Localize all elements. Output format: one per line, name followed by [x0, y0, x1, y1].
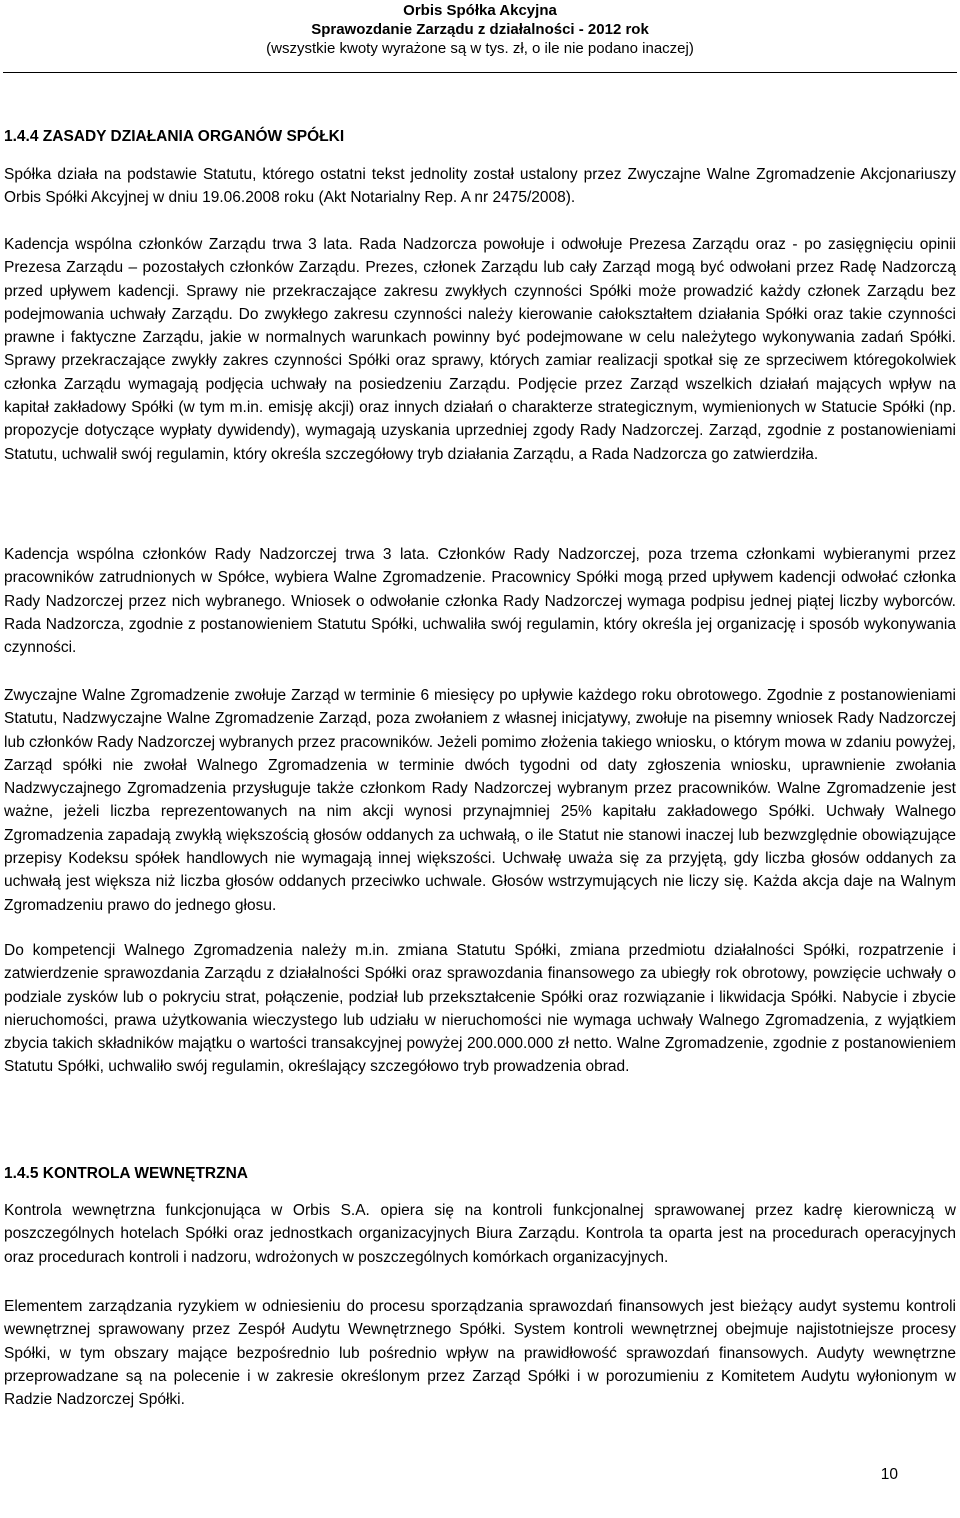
page-number: 10 [880, 1466, 898, 1483]
paragraph-statut: Spółka działa na podstawie Statutu, którego ostatni tekst jednolity został ustalony przez Zwyczajne Walne Zgromadzenie Akcjonariuszy Orbis Spółki Akcyjnej w dniu 19.06.2008 roku (Akt Notarialny Rep. A nr 2475/2008). [4, 166, 956, 207]
paragraph-walne-zgromadzenie: Zwyczajne Walne Zgromadzenie zwołuje Zarząd w terminie 6 miesięcy po upływie każdego roku obrotowego. Zgodnie z postanowieniami Statutu, Nadzwyczajne Walne Zgromadzenie Zarząd, poza zwołaniem z własnej inicjatywy, zwołuje na pisemny wniosek Rady Nadzorczej lub członków Rady Nadzorczej wybranych przez pracowników. Jeżeli pomimo złożenia takiego wniosku, o którym mowa w zdaniu powyżej, Zarząd spółki nie zwołał Walnego Zgromadzenia w terminie dwóch tygodni od daty zgłoszenia wniosku, uprawnienie zwołania Nadzwyczajnego Zgromadzenia przysługuje także członkom Rady Nadzorczej wybranym przez pracowników. Walne Zgromadzenie jest ważne, jeżeli liczba reprezentowanych na nim akcji wynosi przynajmniej 25% kapitału zakładowego Spółki. Uchwały Walnego Zgromadzenia zapadają zwykłą większością głosów oddanych za uchwałą, o ile Statut nie stanowi inaczej lub bezwzględnie obowiązujące przepisy Kodeksu spółek handlowych nie wymagają innej większości. Uchwałę uważa się za przyjętą, gdy liczba głosów oddanych za uchwałą jest większa niż liczba głosów oddanych przeciwko uchwale. Głosów wstrzymujących nie liczy się. Każda akcja daje na Walnym Zgromadzeniu prawo do jednego głosu. [4, 687, 956, 914]
report-title: Sprawozdanie Zarządu z działalności - 2012 rok [311, 21, 649, 38]
header-divider [3, 72, 957, 73]
paragraph-kompetencje: Do kompetencji Walnego Zgromadzenia należy m.in. zmiana Statutu Spółki, zmiana przedmiotu działalności Spółki, rozpatrzenie i zatwierdzenie sprawozdania Zarządu z działalności Spółki oraz sprawozdania finansowego za ubiegły rok obrotowy, powzięcie uchwały o podziale zysków lub o pokryciu strat, połączenie, podział lub przekształcenie Spółki oraz rozwiązanie i likwidacja Spółki. Nabycie i zbycie nieruchomości, prawa użytkowania wieczystego lub udziału w nieruchomości nie wymaga uchwały Walnego Zgromadzenia, z wyjątkiem zbycia takich składników majątku o wartości transakcyjnej powyżej 200.000.000 zł netto. Walne Zgromadzenie, zgodnie z postanowieniem Statutu Spółki, uchwaliło swój regulamin, określający szczegółowo tryb prowadzenia obrad. [4, 942, 956, 1076]
paragraph-rada-nadzorcza: Kadencja wspólna członków Rady Nadzorczej trwa 3 lata. Członków Rady Nadzorczej, poza trzema członkami wybieranymi przez pracowników zatrudnionych w Spółce, wybiera Walne Zgromadzenie. Pracownicy Spółki mogą przed upływem kadencji odwołać członka Rady Nadzorczej przez nich wybranego. Wniosek o odwołanie członka Rady Nadzorczej wymaga podpisu jednej piątej liczby wyborców. Rada Nadzorcza, zgodnie z postanowieniem Statutu Spółki, uchwaliła swój regulamin, który określa jej organizację i sposób wykonywania czynności. [4, 546, 956, 657]
paragraph-audyt: Elementem zarządzania ryzykiem w odniesieniu do procesu sporządzania sprawozdań finansowych jest bieżący audyt systemu kontroli wewnętrznej sprawowany przez Zespół Audytu Wewnętrznego Spółki. System kontroli wewnętrznej obejmuje najistotniejsze procesy Spółki, w tym obszary mające bezpośrednio lub pośrednio wpływ na prawidłowość sprawozdań finansowych. Audyty wewnętrzne przeprowadzane są na polecenie i w zakresie określonym przez Zarząd Spółki i w porozumieniu z Komitetem Audytu wyłonionym w Radzie Nadzorczej Spółki. [4, 1298, 956, 1409]
company-name: Orbis Spółka Akcyjna [403, 2, 557, 19]
paragraph-zarzad: Kadencja wspólna członków Zarządu trwa 3 lata. Rada Nadzorcza powołuje i odwołuje Prezesa Zarządu oraz - po zasięgnięciu opinii Prezesa Zarządu – pozostałych członków Zarządu. Prezes, członek Zarządu lub cały Zarząd mogą być odwołani przez Radę Nadzorczą przed upływem kadencji. Sprawy nie przekraczające zakresu zwykłych czynności Spółki może prowadzić każdy członek Zarządu bez podejmowania uchwały Zarządu. Do zwykłego zakresu czynności należy kierowanie całokształtem działania Spółki oraz takie czynności prawne i faktyczne Zarządu, jakie w normalnych warunkach powinny być podejmowane w celu należytego wykonywania zadań Spółki. Sprawy przekraczające zwykły zakres czynności Spółki oraz sprawy, których zamiar realizacji spotkał się ze sprzeciwem któregokolwiek członka Zarządu wymagają podjęcia uchwały na posiedzeniu Zarządu. Podjęcie przez Zarząd wszelkich działań mających wpływ na kapitał zakładowy Spółki (w tym m.in. emisję akcji) oraz innych działań o charakterze strategicznym, wymienionych w Statucie Spółki (np. propozycje dotyczące wypłaty dywidendy), wymagają uzyskania uprzedniej zgody Rady Nadzorczej. Zarząd, zgodnie z postanowieniami Statutu, uchwalił swój regulamin, który określa szczegółowy tryb działania Zarządu, a Rada Nadzorcza go zatwierdziła. [4, 236, 956, 463]
section-title-zasady: 1.4.4 ZASADY DZIAŁANIA ORGANÓW SPÓŁKI [4, 128, 345, 145]
paragraph-kontrola: Kontrola wewnętrzna funkcjonująca w Orbis S.A. opiera się na kontroli funkcjonalnej sprawowanej przez kadrę kierowniczą w poszczególnych hotelach Spółki oraz jednostkach organizacyjnych Biura Zarządu. Kontrola ta oparta jest na procedurach operacyjnych oraz procedurach kontroli i nadzoru, wdrożonych w poszczególnych komórkach organizacyjnych. [4, 1202, 956, 1266]
section-title-kontrola: 1.4.5 KONTROLA WEWNĘTRZNA [4, 1165, 248, 1182]
page-header [0, 0, 960, 59]
currency-note: (wszystkie kwoty wyrażone są w tys. zł, o ile nie podano inaczej) [266, 40, 694, 57]
